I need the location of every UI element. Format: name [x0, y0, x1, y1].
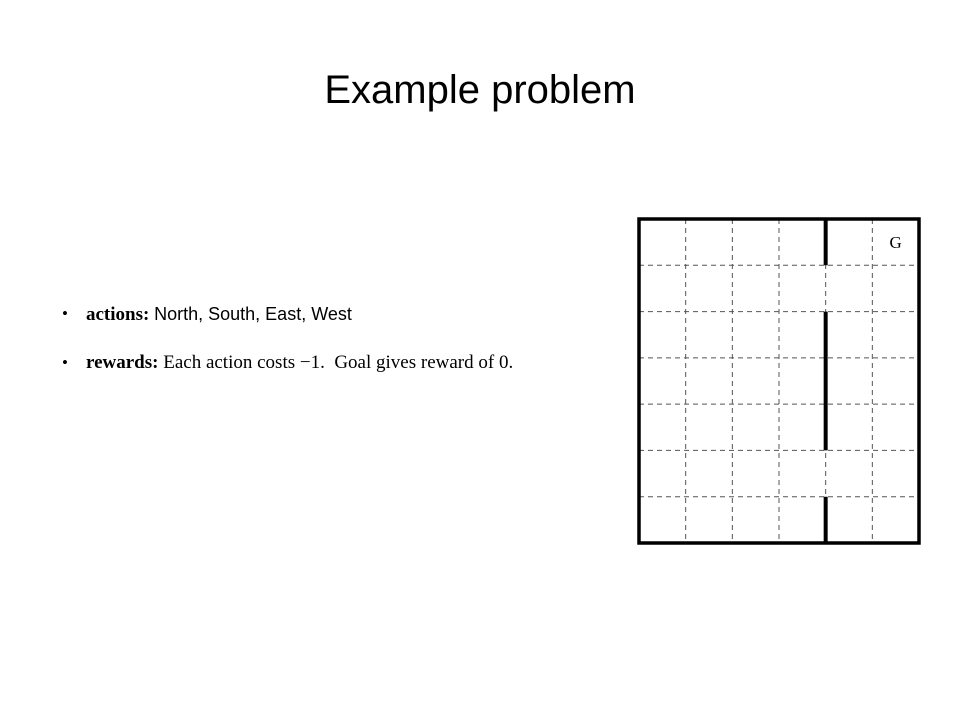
bullet-actions-text [86, 297, 532, 332]
separator: , [301, 304, 312, 324]
action-north: North [154, 304, 199, 324]
rewards-label: rewards: [86, 352, 159, 373]
bullet-marker: • [62, 353, 68, 372]
gridworld-diagram [637, 217, 921, 547]
goal-label: G [889, 233, 902, 253]
bullet-marker: • [62, 304, 68, 323]
action-south: South [208, 304, 256, 324]
grid-dashed-lines [639, 219, 919, 543]
actions-label: actions: [86, 304, 150, 325]
slide-title: Example problem [324, 68, 636, 112]
action-west: West [311, 304, 352, 324]
bullet-rewards-text [86, 346, 532, 380]
rewards-description: Each action costs −1. Goal gives reward of 0. [163, 352, 514, 373]
action-east: East [265, 304, 302, 324]
bullet-rewards [62, 346, 532, 380]
bullet-actions [62, 297, 532, 332]
separator: , [255, 304, 266, 324]
separator: , [198, 304, 209, 324]
